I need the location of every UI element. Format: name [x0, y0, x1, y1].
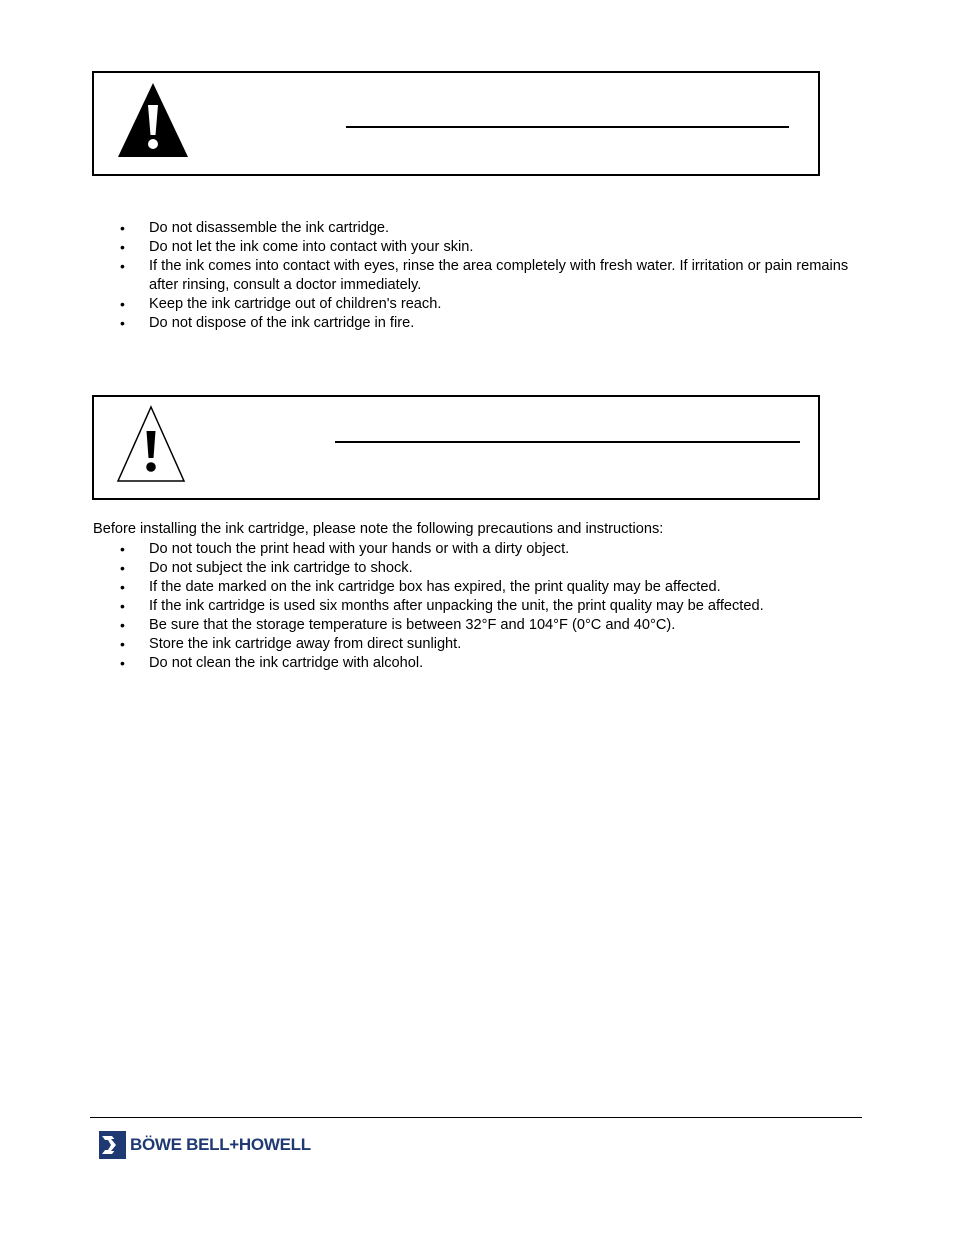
warning-heading-rule-bottom [335, 441, 800, 443]
installation-intro: Before installing the ink cartridge, please note the following precautions and instructions: [93, 521, 664, 537]
list-item: • Do not let the ink come into contact with your skin. [115, 238, 850, 257]
list-item: • If the ink cartridge is used six months after unpacking the unit, the print quality may be affected. [115, 597, 850, 616]
warning-box-bottom [92, 395, 820, 500]
list-item: • Do not clean the ink cartridge with alcohol. [115, 654, 850, 673]
warning-box-top [92, 71, 820, 176]
list-item: • Store the ink cartridge away from direct sunlight. [115, 635, 850, 654]
list-item: • Keep the ink cartridge out of children's reach. [115, 295, 850, 314]
list-item: • Be sure that the storage temperature is between 32°F and 104°F (0°C and 40°C). [115, 616, 850, 635]
footer-divider [90, 1117, 862, 1118]
logo-wordmark: BÖWE BELL+HOWELL [130, 1135, 311, 1154]
installation-precautions-list [115, 540, 850, 673]
warning-heading-rule-top [346, 126, 789, 128]
list-item: • Do not subject the ink cartridge to shock. [115, 559, 850, 578]
company-logo [99, 1130, 311, 1160]
list-item: • Do not disassemble the ink cartridge. [115, 219, 850, 238]
list-item: • Do not touch the print head with your hands or with a dirty object. [115, 540, 850, 559]
list-item: • If the date marked on the ink cartridge box has expired, the print quality may be affected. [115, 578, 850, 597]
list-item: • If the ink comes into contact with eyes, rinse the area completely with fresh water. If irritation or pain remains after rinsing, consult a doctor immediately. [115, 257, 850, 295]
list-item: • Do not dispose of the ink cartridge in fire. [115, 314, 850, 333]
warning-triangle-filled-icon [116, 81, 190, 159]
bowe-bell-howell-logo-mark-icon [99, 1131, 126, 1159]
ink-safety-list [115, 219, 850, 333]
warning-triangle-outline-icon [116, 405, 186, 483]
